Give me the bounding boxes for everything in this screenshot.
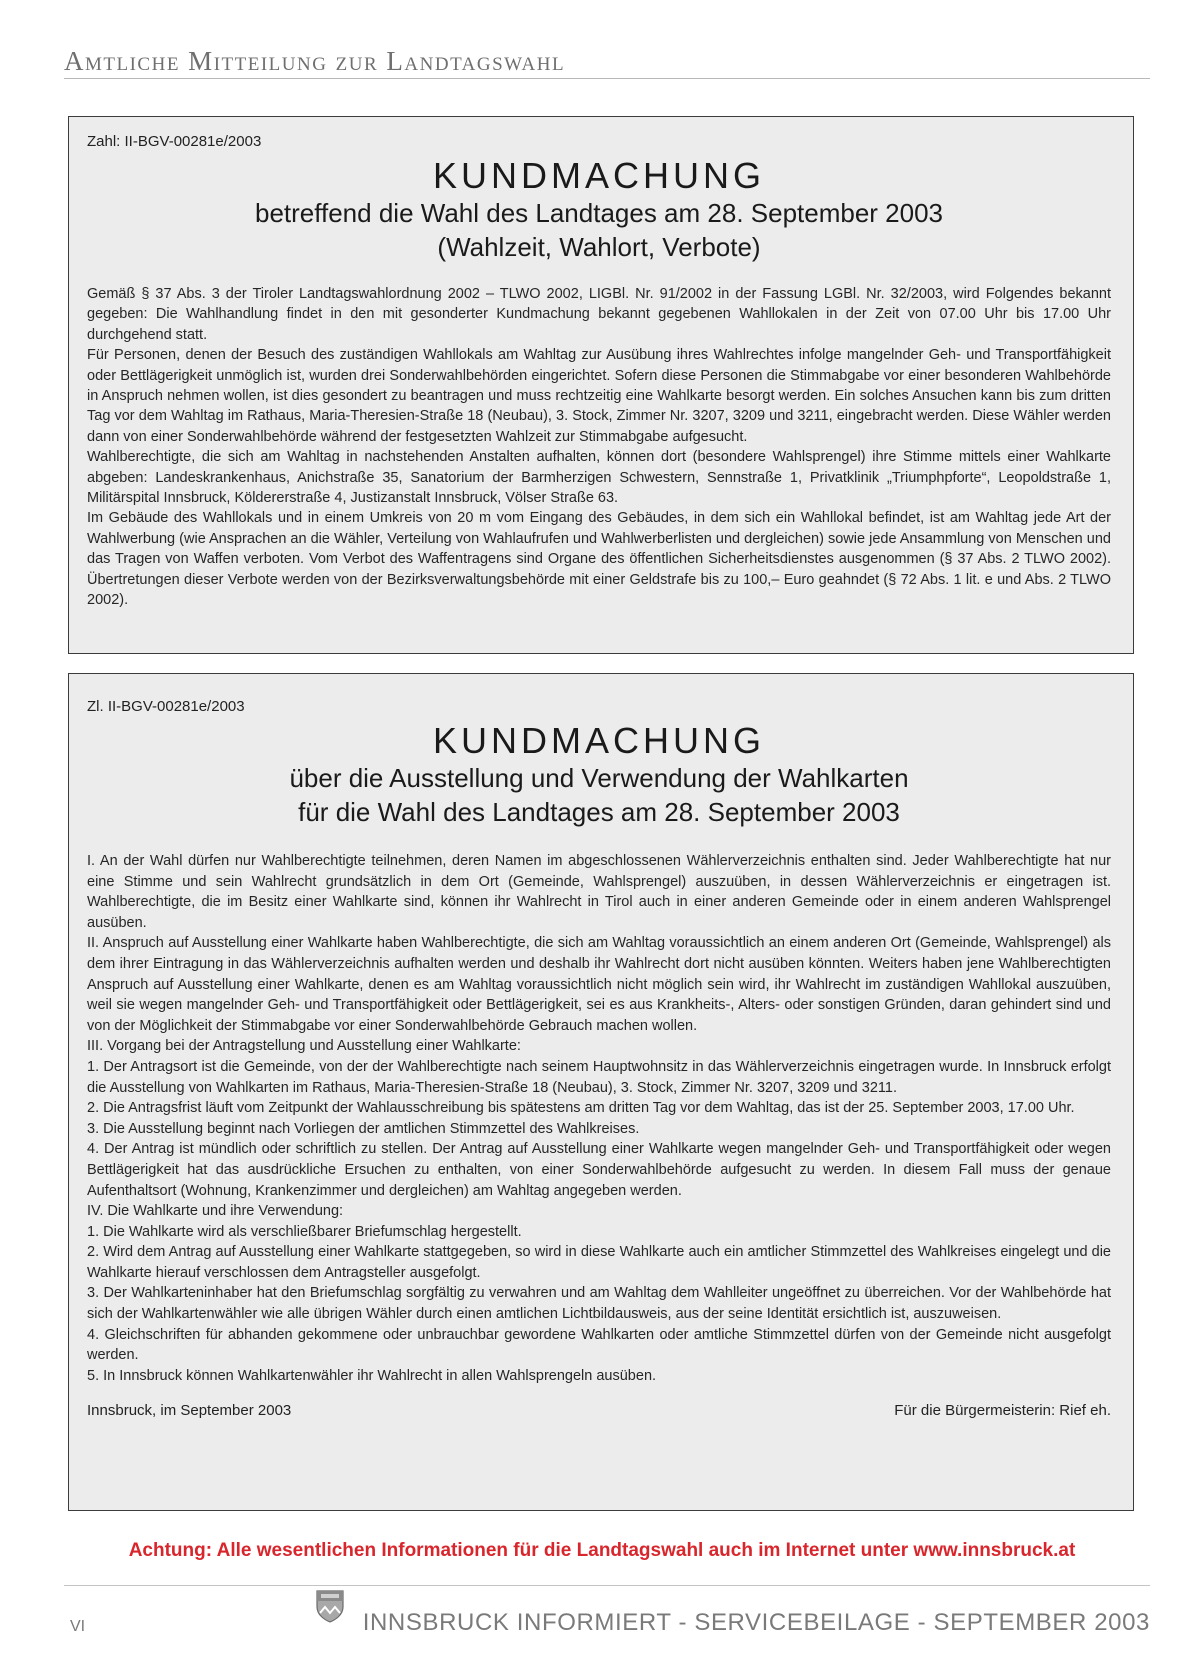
- body-paragraph: Für Personen, denen der Besuch des zuständigen Wahllokals am Wahltag zur Ausübung ihres Wahlrechtes infolge mangelnder Geh- und Transportfähigkeit oder Bettlägerigkeit unmöglich ist, wurden drei Sonderwahlbehörden eingerichtet. Sofern diese Personen die Stimmabgabe vor einer besonderen Wahlbehörde in Anspruch nehmen wollen, ist dies gesondert zu beantragen und muss rechtzeitig eine Wahlkarte besorgt werden. Ein solches Ansuchen kann bis zum dritten Tag vor dem Wahltag im Rathaus, Maria-Theresien-Straße 18 (Neubau), 3. Stock, Zimmer Nr. 3207, 3209 und 3211, eingebracht werden. Diese Wähler werden dann von einer Sonderwahlbehörde während der festgesetzten Wahlzeit zur Stimmabgabe aufgesucht.: [87, 347, 1111, 445]
- announcement-title: KUNDMACHUNG: [433, 720, 765, 761]
- announcement-subtitle-line: über die Ausstellung und Verwendung der Wahlkarten: [289, 763, 909, 793]
- announcement-subtitle-line: (Wahlzeit, Wahlort, Verbote): [437, 232, 761, 262]
- body-paragraph: 1. Die Wahlkarte wird als verschließbarer Briefumschlag hergestellt.: [87, 1223, 522, 1240]
- body-paragraph: IV. Die Wahlkarte und ihre Verwendung:: [87, 1203, 344, 1220]
- signature-row: [87, 1402, 1111, 1419]
- announcement-subtitle-line: betreffend die Wahl des Landtages am 28. September 2003: [254, 198, 944, 228]
- place-date: Innsbruck, im September 2003: [87, 1402, 292, 1420]
- body-paragraph: 3. Der Wahlkarteninhaber hat den Briefumschlag sorgfältig zu verwahren und am Wahltag dem Wahlleiter ungeöffnet zu überreichen. Vor der Wahlbehörde hat sich der Wahlkartenwähler wie alle übrigen Wähler durch einen amtlichen Lichtbildausweis, aus der seine Identität ersichtlich ist, auszuweisen.: [87, 1285, 1111, 1323]
- announcement-body: [87, 851, 1111, 1386]
- footer-divider: [64, 1585, 1150, 1586]
- body-paragraph: II. Anspruch auf Ausstellung einer Wahlkarte haben Wahlberechtigte, die sich am Wahltag voraussichtlich an einem anderen Ort (Gemeinde, Wahlsprengel) als dem ihrer Eintragung in das Wählerverzeichnis aufhalten werden und deshalb ihr Wahlrecht dort nicht ausüben könnten. Weiters haben jene Wahlberechtigten Anspruch auf Ausstellung einer Wahlkarte, denen es am Wahltag voraussichtlich nicht möglich sein wird, ihr Wahlrecht im zuständigen Wahllokal auszuüben, weil sie wegen mangelnder Geh- und Transportfähigkeit oder Bettlägerigkeit, sei es aus Krankheits-, Alters- oder sonstigen Gründen, daran gehindert sind und von der Möglichkeit der Stimmabgabe vor einer Sonderwahlbehörde Gebrauch machen wollen.: [87, 935, 1111, 1034]
- footer-publication-title: INNSBRUCK INFORMIERT - SERVICEBEILAGE - SEPTEMBER 2003: [362, 1609, 1150, 1636]
- body-paragraph: 1. Der Antragsort ist die Gemeinde, von der der Wahlberechtigte nach seinem Hauptwohnsitz in das Wählerverzeichnis eingetragen wurde. In Innsbruck erfolgt die Ausstellung von Wahlkarten im Rathaus, Maria-Theresien-Straße 18 (Neubau), 3. Stock, Zimmer Nr. 3207, 3209 und 3211.: [87, 1058, 1111, 1096]
- body-paragraph: 2. Wird dem Antrag auf Ausstellung einer Wahlkarte stattgegeben, so wird in diese Wahlkarte auch ein amtlicher Stimmzettel des Wahlkreises eingelegt und die Wahlkarte hierauf verschlossen dem Antragsteller ausgefolgt.: [87, 1244, 1111, 1281]
- body-paragraph: 4. Der Antrag ist mündlich oder schriftlich zu stellen. Der Antrag auf Ausstellung einer Wahlkarte wegen mangelnder Geh- und Transportfähigkeit oder wegen Bettlägerigkeit hat das ausdrückliche Ersuchen zu enthalten, von einer Sonderwahlbehörde aufgesucht zu werden. In diesem Fall muss der genaue Aufenthaltsort (Wohnung, Krankenzimmer und dergleichen) am Wahltag angegeben werden.: [87, 1141, 1111, 1199]
- page-header-title: Amtliche Mitteilung zur Landtagswahl: [64, 46, 566, 76]
- body-paragraph: 5. In Innsbruck können Wahlkartenwähler ihr Wahlrecht in allen Wahlsprengeln ausüben.: [87, 1367, 657, 1384]
- reference-number: Zl. II-BGV-00281e/2003: [87, 698, 245, 715]
- page-number: VI: [70, 1618, 86, 1635]
- body-paragraph: 2. Die Antragsfrist läuft vom Zeitpunkt der Wahlausschreibung bis spätestens am dritten Tag vor dem Wahltag, das ist der 25. September 2003, 17.00 Uhr.: [87, 1100, 1075, 1117]
- body-paragraph: Im Gebäude des Wahllokals und in einem Umkreis von 20 m vom Eingang des Gebäudes, in dem sich ein Wahllokal befindet, ist am Wahltag jede Art der Wahlwerbung (wie Ansprachen an die Wähler, Verteilung von Wahlaufrufen und Wahlwerberlisten und dergleichen) sowie jede Ansammlung von Menschen und das Tragen von Waffen verboten. Vom Verbot des Waffentragens sind Organe des öffentlichen Sicherheitsdienstes ausgenommen (§ 37 Abs. 2 TLWO 2002). Übertretungen dieser Verbote werden von der Bezirksverwaltungsbehörde mit einer Geldstrafe bis zu 100,– Euro geahndet (§ 72 Abs. 1 lit. e und Abs. 2 TLWO 2002).: [87, 510, 1111, 609]
- announcement-box-election-time: [68, 116, 1134, 654]
- header-divider: [64, 78, 1150, 79]
- body-paragraph: I. An der Wahl dürfen nur Wahlberechtigte teilnehmen, deren Namen im abgeschlossenen Wählerverzeichnis enthalten sind. Jeder Wahlberechtigte hat nur eine Stimme und sein Wahlrecht grundsätzlich in dem Ort (Gemeinde, Wahlsprengel) auszuüben, in dessen Wählerverzeichnis er eingetragen ist. Wahlberechtigte, die im Besitz einer Wahlkarte sind, können ihr Wahlrecht in Tirol auch in einer anderen Gemeinde oder in einem anderen Wahlsprengel ausüben.: [87, 853, 1111, 931]
- body-paragraph: III. Vorgang bei der Antragstellung und Ausstellung einer Wahlkarte:: [87, 1038, 521, 1055]
- announcement-body: [87, 284, 1111, 611]
- innsbruck-coat-of-arms-icon: [315, 1589, 345, 1623]
- body-paragraph: 3. Die Ausstellung beginnt nach Vorliegen der amtlichen Stimmzettel des Wahlkreises.: [87, 1120, 640, 1137]
- signature: Für die Bürgermeisterin: Rief eh.: [894, 1402, 1111, 1420]
- internet-notice: Achtung: Alle wesentlichen Informationen für die Landtagswahl auch im Internet unter www.innsbruck.at: [128, 1540, 1076, 1561]
- announcement-subtitle-line: für die Wahl des Landtages am 28. September 2003: [298, 797, 900, 827]
- body-paragraph: Wahlberechtigte, die sich am Wahltag in nachstehenden Anstalten aufhalten, können dort (besondere Wahlsprengel) ihre Stimme mittels einer Wahlkarte abgeben: Landeskrankenhaus, Anichstraße 35, Sanatorium der Barmherzigen Schwestern, Sennstraße 1, Privatklinik „Triumphpforte“, Leopoldstraße 1, Militärspital Innsbruck, Köldererstraße 4, Justizanstalt Innsbruck, Völser Straße 63.: [87, 449, 1111, 507]
- body-paragraph: 4. Gleichschriften für abhanden gekommene oder unbrauchbar gewordene Wahlkarten oder amtliche Stimmzettel dürfen von der Gemeinde nicht ausgefolgt werden.: [87, 1326, 1111, 1364]
- body-paragraph: Gemäß § 37 Abs. 3 der Tiroler Landtagswahlordnung 2002 – TLWO 2002, LIGBl. Nr. 91/2002 in der Fassung LGBl. Nr. 32/2003, wird Folgendes bekannt gegeben: Die Wahlhandlung findet in den mit gesonderter Kundmachung bekannt gegebenen Wahllokalen in der Zeit von 07.00 Uhr bis 17.00 Uhr durchgehend statt.: [87, 286, 1111, 343]
- announcement-title: KUNDMACHUNG: [433, 155, 765, 196]
- announcement-box-absentee-ballots: [68, 673, 1134, 1511]
- reference-number: Zahl: II-BGV-00281e/2003: [87, 133, 262, 150]
